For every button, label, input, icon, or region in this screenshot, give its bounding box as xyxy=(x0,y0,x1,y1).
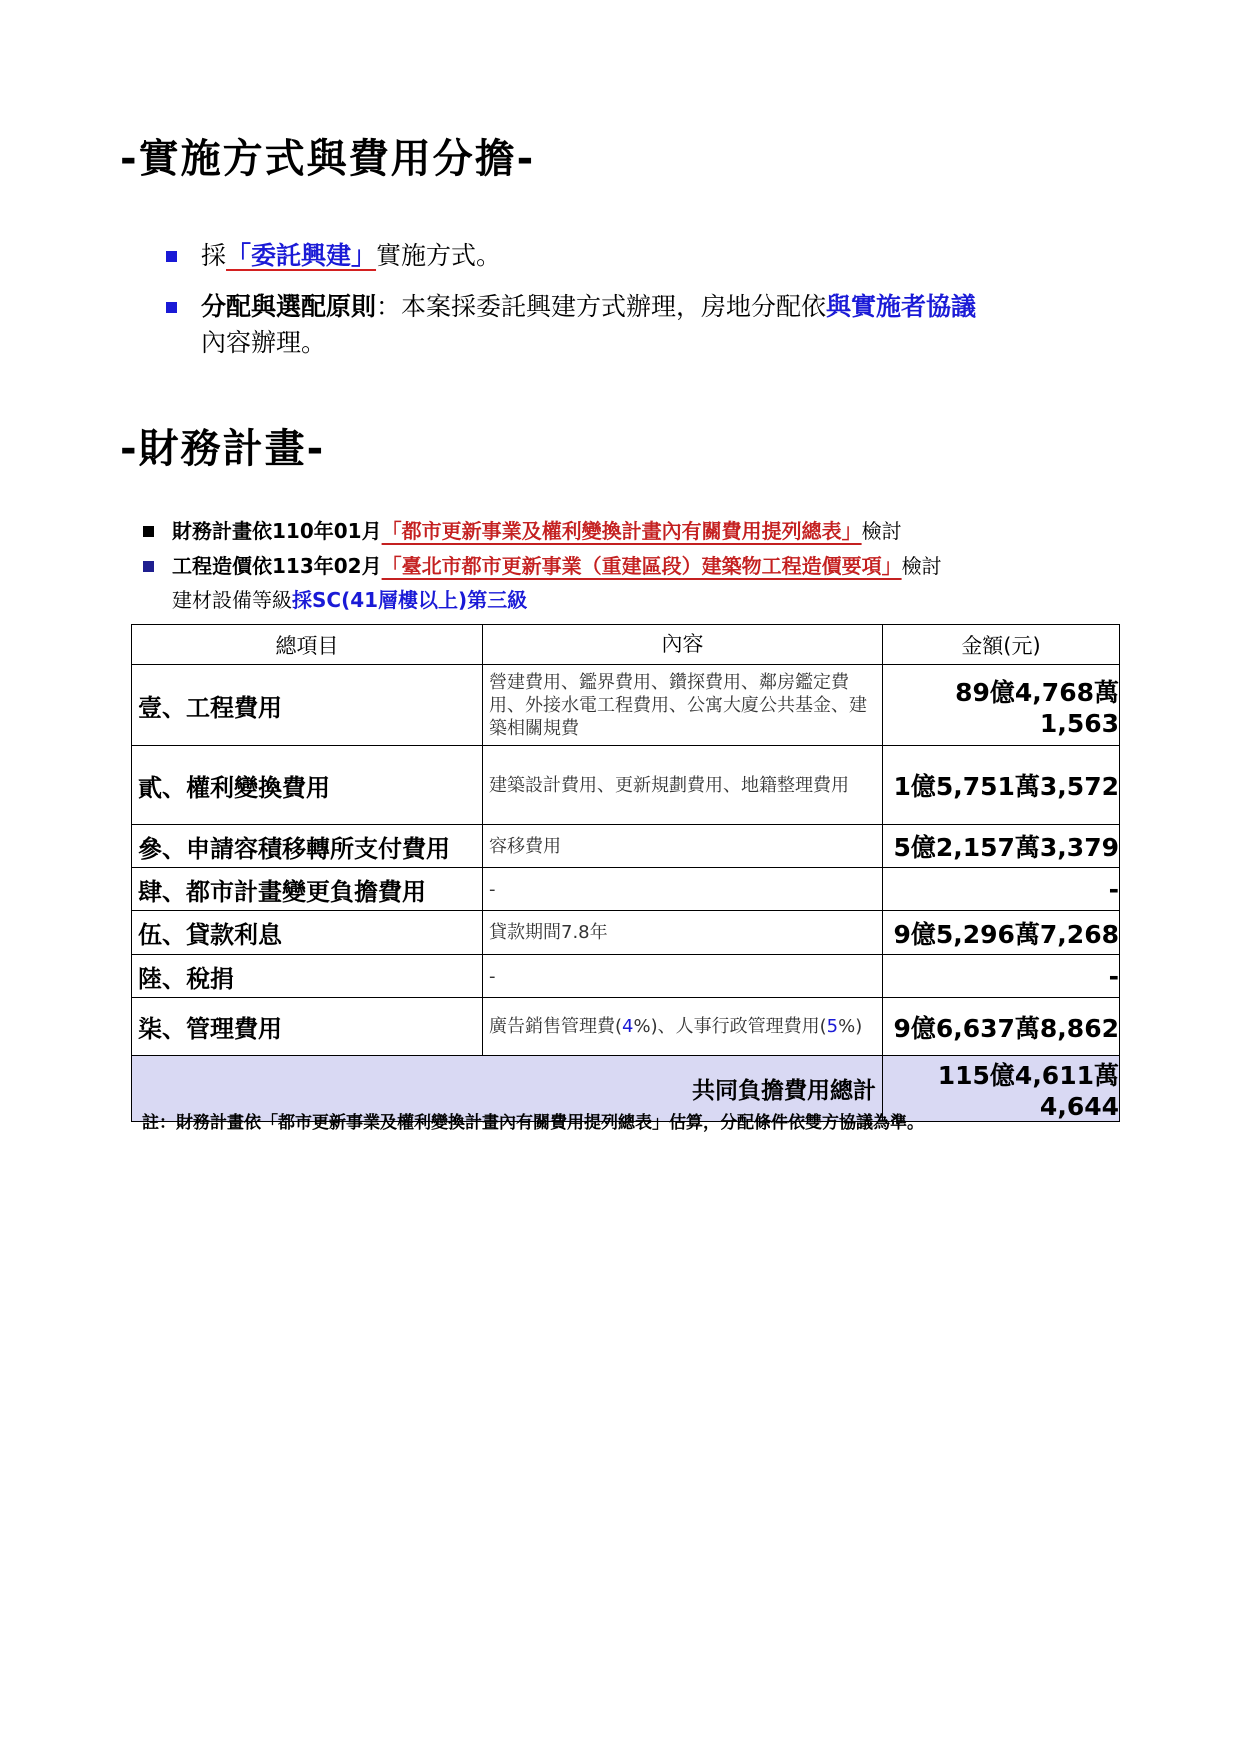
section-title-financial-plan: -財務計畫- xyxy=(120,426,326,472)
row-item: 肆、都市計畫變更負擔費用 xyxy=(132,868,483,911)
row-item: 伍、貸款利息 xyxy=(132,911,483,955)
content-part: %)、人事行政管理費用( xyxy=(633,1016,827,1037)
row-item: 參、申請容積移轉所支付費用 xyxy=(132,825,483,868)
total-amount: 115億4,611萬4,644 xyxy=(883,1056,1120,1122)
table-row xyxy=(132,665,1120,746)
content-part: 廣告銷售管理費( xyxy=(489,1016,623,1037)
financial-basis-line xyxy=(172,517,902,545)
bullet-square-icon xyxy=(143,526,154,537)
table-row xyxy=(132,955,1120,998)
footnote: 註：財務計畫依「都市更新事業及權利變換計畫內有關費用提列總表」估算，分配條件依雙方協議為準。 xyxy=(142,1113,924,1133)
line2-prefix: 工程造價依113年02月 xyxy=(172,554,382,578)
table-row xyxy=(132,825,1120,868)
header-item: 總項目 xyxy=(132,625,483,665)
material-grade-line xyxy=(172,586,527,614)
table-row xyxy=(132,868,1120,911)
total-label: 共同負擔費用總計 xyxy=(132,1056,883,1122)
row-amount: - xyxy=(883,955,1120,998)
table-row xyxy=(132,998,1120,1056)
bullet1-suffix: 實施方式。 xyxy=(376,241,502,270)
bullet2-text: ：本案採委託興建方式辦理，房地分配依 xyxy=(376,292,827,321)
row-content: - xyxy=(483,955,883,998)
row-item: 壹、工程費用 xyxy=(132,665,483,746)
row-amount: 5億2,157萬3,379 xyxy=(883,825,1120,868)
bullet-square-icon xyxy=(143,561,154,572)
percent-value: 4 xyxy=(622,1016,634,1037)
section-title-implementation: -實施方式與費用分擔- xyxy=(120,136,536,182)
bullet-allocation-principle xyxy=(201,290,976,324)
table-row xyxy=(132,911,1120,955)
row-content: - xyxy=(483,868,883,911)
bullet1-highlight: 「委託興建」 xyxy=(226,241,377,270)
row-item: 柒、管理費用 xyxy=(132,998,483,1056)
construction-cost-line xyxy=(172,552,942,580)
line1-prefix: 財務計畫依110年01月 xyxy=(172,519,382,543)
table-header-row xyxy=(132,625,1120,665)
line2-suffix: 檢討 xyxy=(901,554,942,578)
financial-cost-table xyxy=(131,624,1120,1122)
line3-prefix: 建材設備等級 xyxy=(172,588,292,612)
bullet-square-icon xyxy=(166,251,177,262)
content-part: %) xyxy=(838,1016,863,1037)
header-amount: 金額(元) xyxy=(883,625,1120,665)
row-content: 營建費用、鑑界費用、鑽探費用、鄰房鑑定費用、外接水電工程費用、公寓大廈公共基金、建築相關規費 xyxy=(483,665,883,746)
bullet-square-icon xyxy=(166,302,177,313)
row-item: 陸、稅捐 xyxy=(132,955,483,998)
bullet2-label: 分配與選配原則 xyxy=(201,292,377,321)
row-item: 貳、權利變換費用 xyxy=(132,746,483,825)
row-content: 容移費用 xyxy=(483,825,883,868)
percent-value: 5 xyxy=(826,1016,839,1037)
bullet1-prefix: 採 xyxy=(201,241,227,270)
row-amount: 9億5,296萬7,268 xyxy=(883,911,1120,955)
bullet2-continuation: 內容辦理。 xyxy=(201,328,327,357)
line1-suffix: 檢討 xyxy=(861,519,902,543)
line1-highlight: 「都市更新事業及權利變換計畫內有關費用提列總表」 xyxy=(381,519,862,543)
table-row xyxy=(132,746,1120,825)
row-amount: 9億6,637萬8,862 xyxy=(883,998,1120,1056)
header-content: 內容 xyxy=(483,625,883,665)
row-amount: 89億4,768萬1,563 xyxy=(883,665,1120,746)
line2-highlight: 「臺北市都市更新事業（重建區段）建築物工程造價要項」 xyxy=(381,554,902,578)
bullet-implementation-method xyxy=(201,239,501,273)
row-content: 貸款期間7.8年 xyxy=(483,911,883,955)
row-amount: 1億5,751萬3,572 xyxy=(883,746,1120,825)
line3-highlight: 採SC(41層樓以上)第三級 xyxy=(292,588,528,612)
row-content: 建築設計費用、更新規劃費用、地籍整理費用 xyxy=(483,746,883,825)
row-content xyxy=(483,998,883,1056)
row-amount: - xyxy=(883,868,1120,911)
bullet2-highlight: 與實施者協議 xyxy=(826,292,977,321)
